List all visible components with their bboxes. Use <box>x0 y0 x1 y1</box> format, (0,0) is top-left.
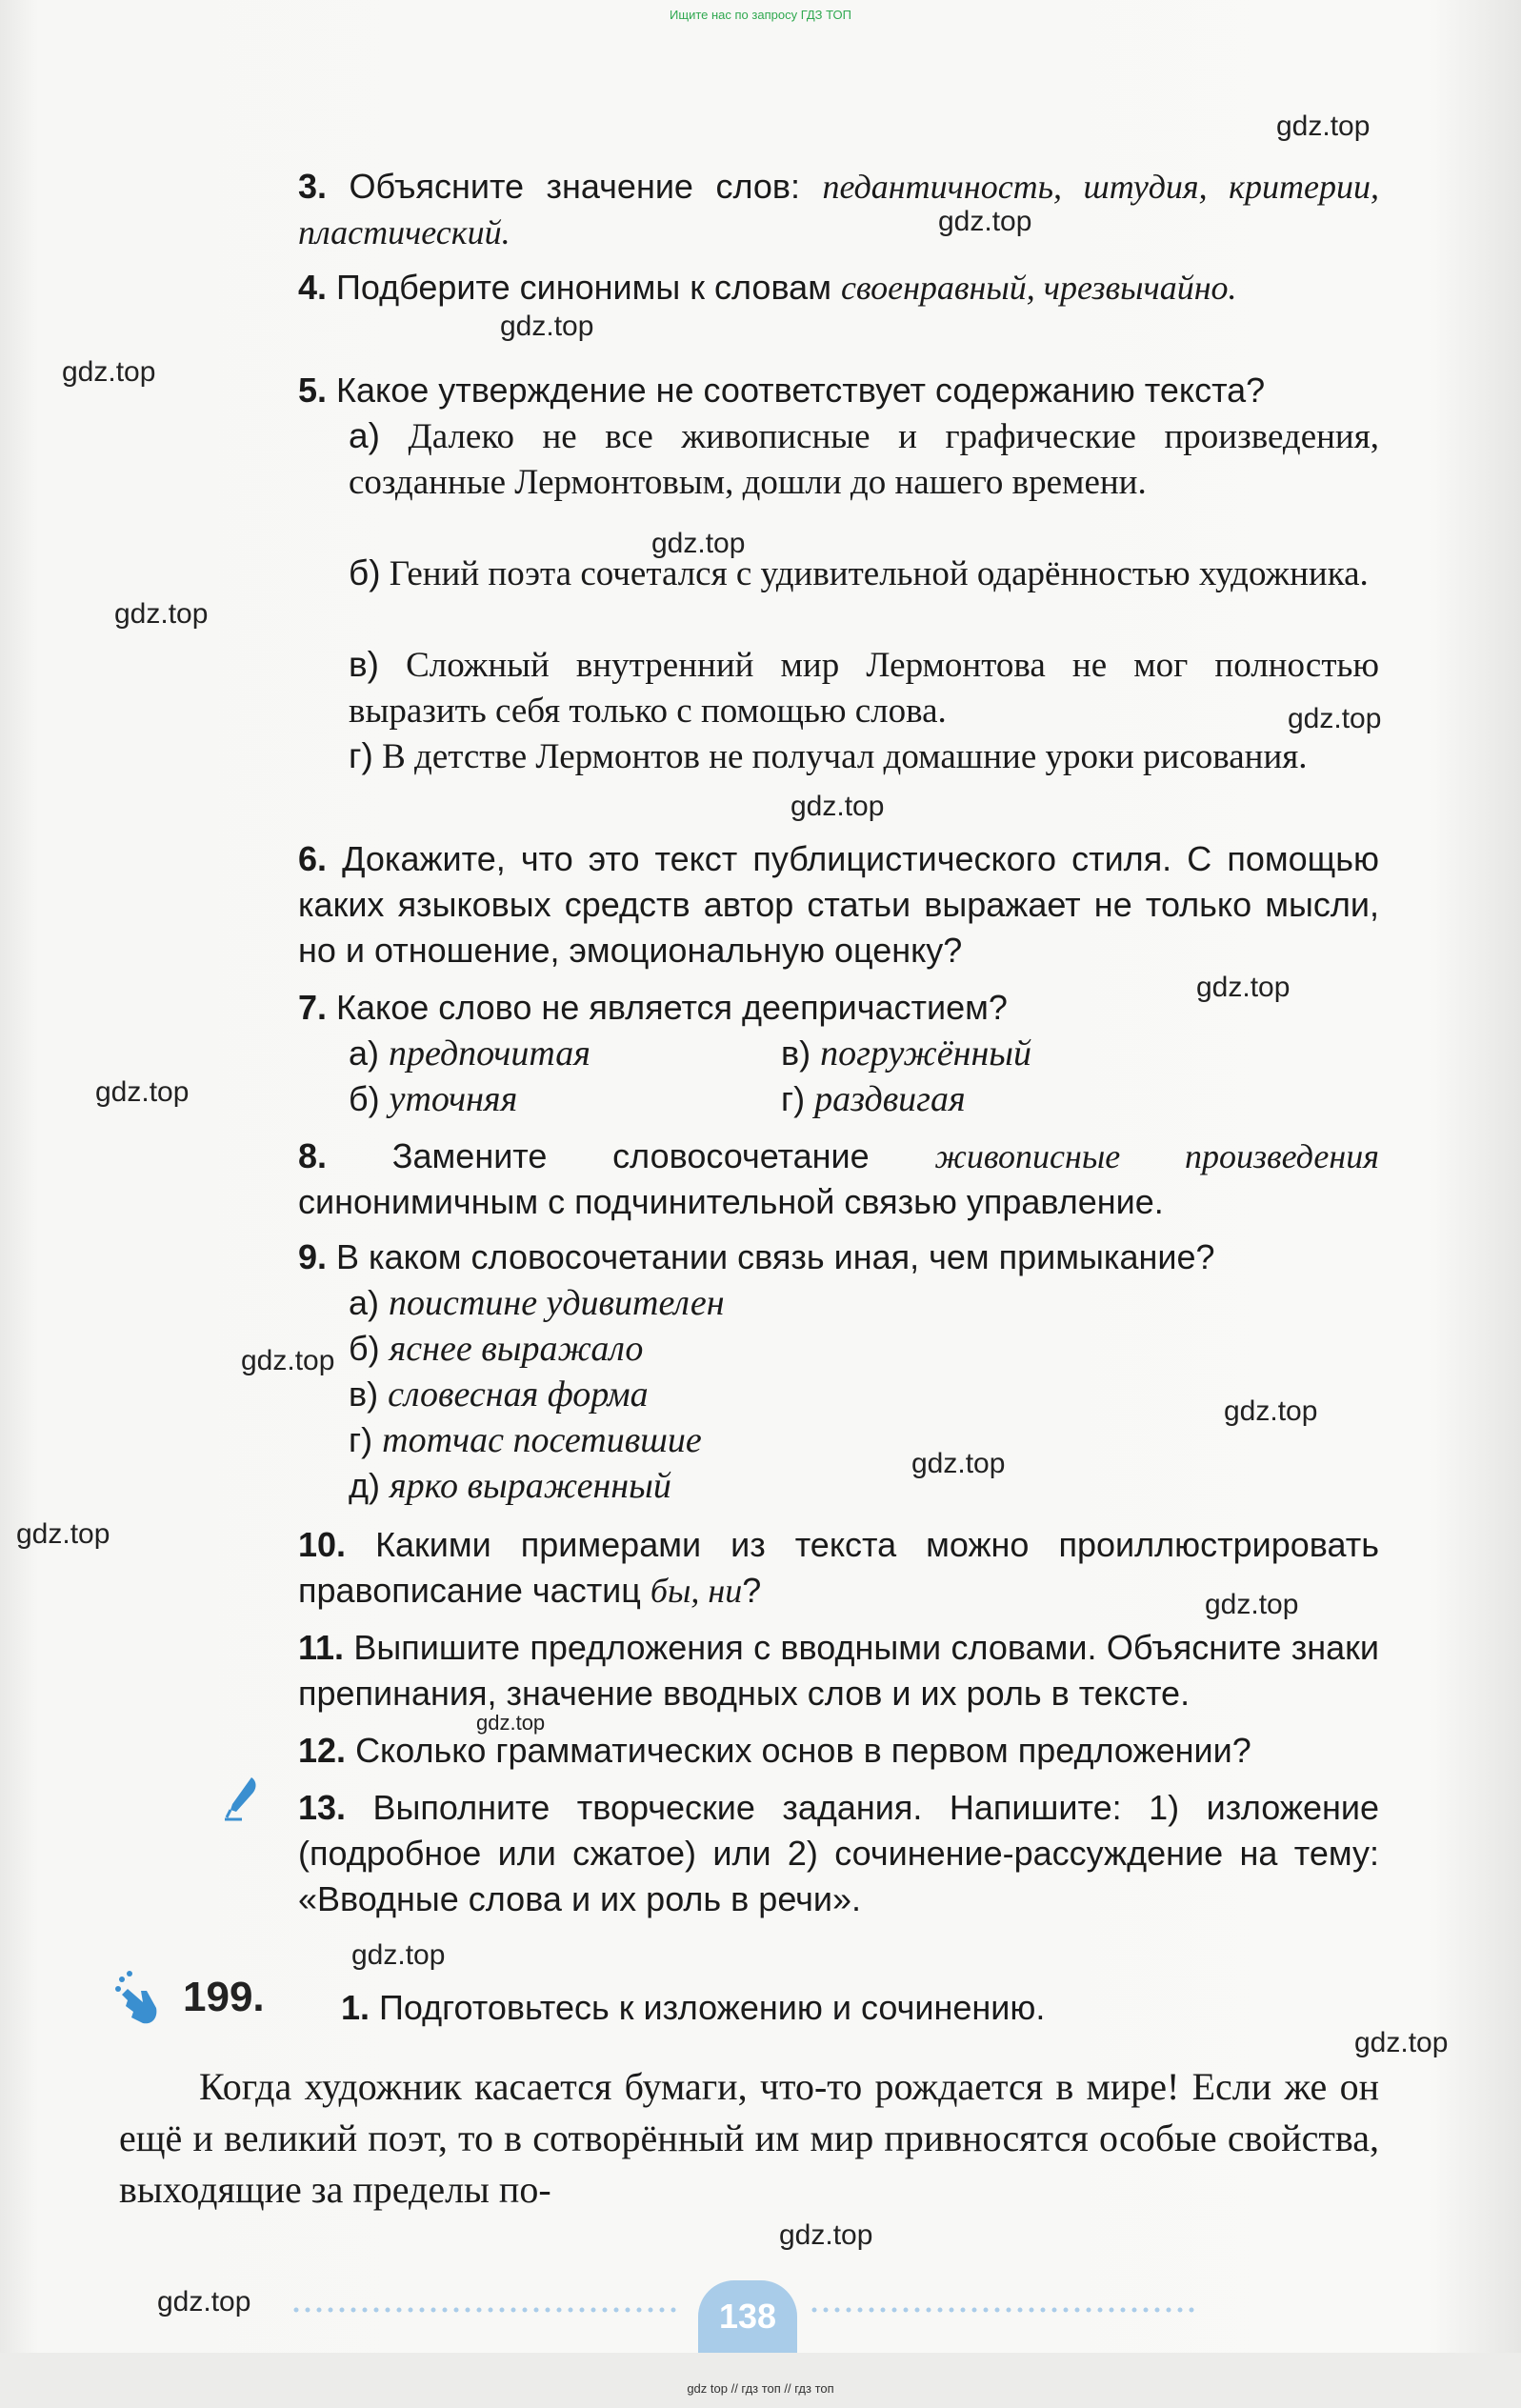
watermark: gdz.top <box>791 791 885 822</box>
task-number: 6. <box>298 839 328 878</box>
option-label: в) <box>349 1375 379 1414</box>
option-text: словесная форма <box>388 1375 649 1415</box>
option-label: а) <box>349 416 380 455</box>
watermark: gdz.top <box>95 1076 190 1108</box>
task-text-end: ? <box>742 1571 762 1610</box>
task-number: 13. <box>298 1788 347 1827</box>
task-number: 7. <box>298 988 328 1027</box>
task-number: 11. <box>298 1628 345 1667</box>
task-number: 1. <box>341 1988 370 2027</box>
option <box>349 1372 649 1417</box>
option <box>349 413 1379 506</box>
option-text: В детстве Лермонтов не получал домашние уроки рисования. <box>382 737 1308 776</box>
task-text: Замените словосочетание <box>391 1136 935 1175</box>
task-11 <box>298 1625 1379 1716</box>
option <box>349 551 1379 597</box>
task-text: Какое слово не является деепричастием? <box>336 988 1008 1027</box>
watermark: gdz.top <box>1276 110 1371 142</box>
task-text: Какими примерами из текста можно проиллюстрировать правописание частиц <box>298 1525 1379 1610</box>
bottom-strip <box>0 2353 1521 2408</box>
option-label: б) <box>349 553 381 592</box>
option-label: г) <box>349 1420 373 1459</box>
option-label: д) <box>349 1466 380 1505</box>
task-text: В каком словосочетании связь иная, чем примыкание? <box>336 1237 1215 1276</box>
task-text: Докажите, что это текст публицистического стиля. С помощью каких языковых средств автор статьи выражает не только мысли, но и отношение, эмоциональную оценку? <box>298 839 1379 970</box>
task-number: 5. <box>298 371 328 410</box>
option-text: раздвигая <box>814 1079 966 1119</box>
option-text: яснее выражало <box>389 1329 644 1369</box>
task-phrase: живописные произведения <box>934 1137 1379 1175</box>
task-10 <box>298 1522 1379 1614</box>
task-4 <box>298 265 1379 311</box>
option-label: г) <box>781 1079 806 1118</box>
watermark: gdz.top <box>1224 1395 1318 1427</box>
task-number: 9. <box>298 1237 328 1276</box>
option-text: ярко выраженный <box>390 1466 671 1506</box>
watermark: gdz.top <box>351 1939 446 1971</box>
watermark: gdz.top <box>1288 703 1382 734</box>
option-text: Далеко не все живописные и графические произведения, созданные Лермонтовым, дошли до нашего времени. <box>349 417 1380 502</box>
watermark: gdz.top <box>476 1711 546 1735</box>
option <box>349 1076 517 1122</box>
option-text: поистине удивителен <box>389 1283 725 1323</box>
task-text: Подберите синонимы к словам <box>336 268 841 307</box>
task-text: Какое утверждение не соответствует содержанию текста? <box>336 371 1266 410</box>
task-number: 3. <box>298 167 328 206</box>
watermark: gdz.top <box>1196 972 1291 1003</box>
watermark: gdz.top <box>938 206 1032 237</box>
watermark: gdz.top <box>62 356 156 388</box>
task-6 <box>298 836 1379 973</box>
option <box>349 1417 702 1463</box>
option-label: в) <box>781 1033 811 1073</box>
watermark: gdz.top <box>651 528 746 559</box>
task-12 <box>298 1728 1379 1774</box>
task-text: синонимичным с подчинительной связью управление. <box>298 1182 1164 1221</box>
hand-pointing-icon <box>114 1970 171 2027</box>
dotted-line-left <box>293 2307 684 2313</box>
task-text: Объясните значение слов: <box>349 167 823 206</box>
option <box>781 1076 966 1122</box>
task-text: Подготовьтесь к изложению и сочинению. <box>379 1988 1046 2027</box>
watermark: gdz.top <box>16 1518 110 1550</box>
option-label: б) <box>349 1079 380 1118</box>
task-text: Сколько грамматических основ в первом предложении? <box>355 1731 1251 1770</box>
option <box>349 1031 590 1076</box>
watermark: gdz.top <box>500 311 594 342</box>
option-text: уточняя <box>389 1079 518 1119</box>
task-7 <box>298 985 1379 1031</box>
task-8 <box>298 1134 1379 1225</box>
watermark: gdz.top <box>157 2286 251 2318</box>
option-text: предпочитая <box>389 1033 590 1074</box>
task-text: Выполните творческие задания. Напишите: 1) изложение (подробное или сжатое) или 2) сочинение-рассуждение на тему: «Вводные слова и их роль в речи». <box>298 1788 1379 1918</box>
task-words: своенравный, чрезвычайно. <box>840 269 1237 307</box>
option <box>349 1280 725 1326</box>
task-number: 10. <box>298 1525 347 1564</box>
task-number: 8. <box>298 1136 328 1175</box>
option-label: г) <box>349 736 373 775</box>
option <box>781 1031 1031 1076</box>
watermark: gdz.top <box>911 1448 1006 1479</box>
option-text: Сложный внутренний мир Лермонтова не мог полностью выразить себя только с помощью слова. <box>349 646 1380 731</box>
task-5 <box>298 368 1379 413</box>
option-text: погружённый <box>820 1033 1032 1074</box>
task-text: Выпишите предложения с вводными словами. Объясните знаки препинания, значение вводных слов и их роль в тексте. <box>298 1628 1379 1713</box>
option <box>349 733 1379 780</box>
option <box>349 642 1382 734</box>
option-label: а) <box>349 1283 380 1322</box>
pen-icon <box>223 1776 261 1823</box>
watermark: gdz.top <box>241 1345 335 1376</box>
option-label: б) <box>349 1329 380 1368</box>
exercise-task <box>341 1985 1379 2031</box>
bottom-banner: gdz top // гдз топ // гдз топ <box>687 2381 834 2396</box>
task-3 <box>298 164 1379 255</box>
page-number: 138 <box>698 2280 797 2353</box>
option-text: тотчас посетившие <box>382 1420 702 1460</box>
option-label: в) <box>349 645 379 684</box>
watermark: gdz.top <box>114 598 209 630</box>
exercise-number: 199. <box>183 1974 265 2020</box>
task-number: 4. <box>298 268 328 307</box>
task-particles: бы, ни <box>650 1572 743 1610</box>
option-text: Гений поэта сочетался с удивительной одарённостью художника. <box>389 554 1369 593</box>
dotted-line-right <box>811 2307 1202 2313</box>
watermark: gdz.top <box>1205 1589 1299 1620</box>
watermark: gdz.top <box>779 2219 873 2251</box>
top-banner: Ищите нас по запросу ГДЗ ТОП <box>670 8 851 22</box>
option <box>349 1463 671 1509</box>
reading-text: Когда художник касается бумаги, что-то рождается в мире! Если же он ещё и великий поэт, то в сотворённый им мир привносятся особые свойства, выходящие за пределы по- <box>119 2065 1379 2211</box>
task-number: 12. <box>298 1731 347 1770</box>
watermark: gdz.top <box>1354 2027 1449 2058</box>
task-words: педантичность, штудия, критерии, пластический. <box>298 168 1379 251</box>
task-13 <box>298 1785 1379 1922</box>
task-9 <box>298 1234 1379 1280</box>
option <box>349 1326 643 1372</box>
option-label: а) <box>349 1033 380 1073</box>
